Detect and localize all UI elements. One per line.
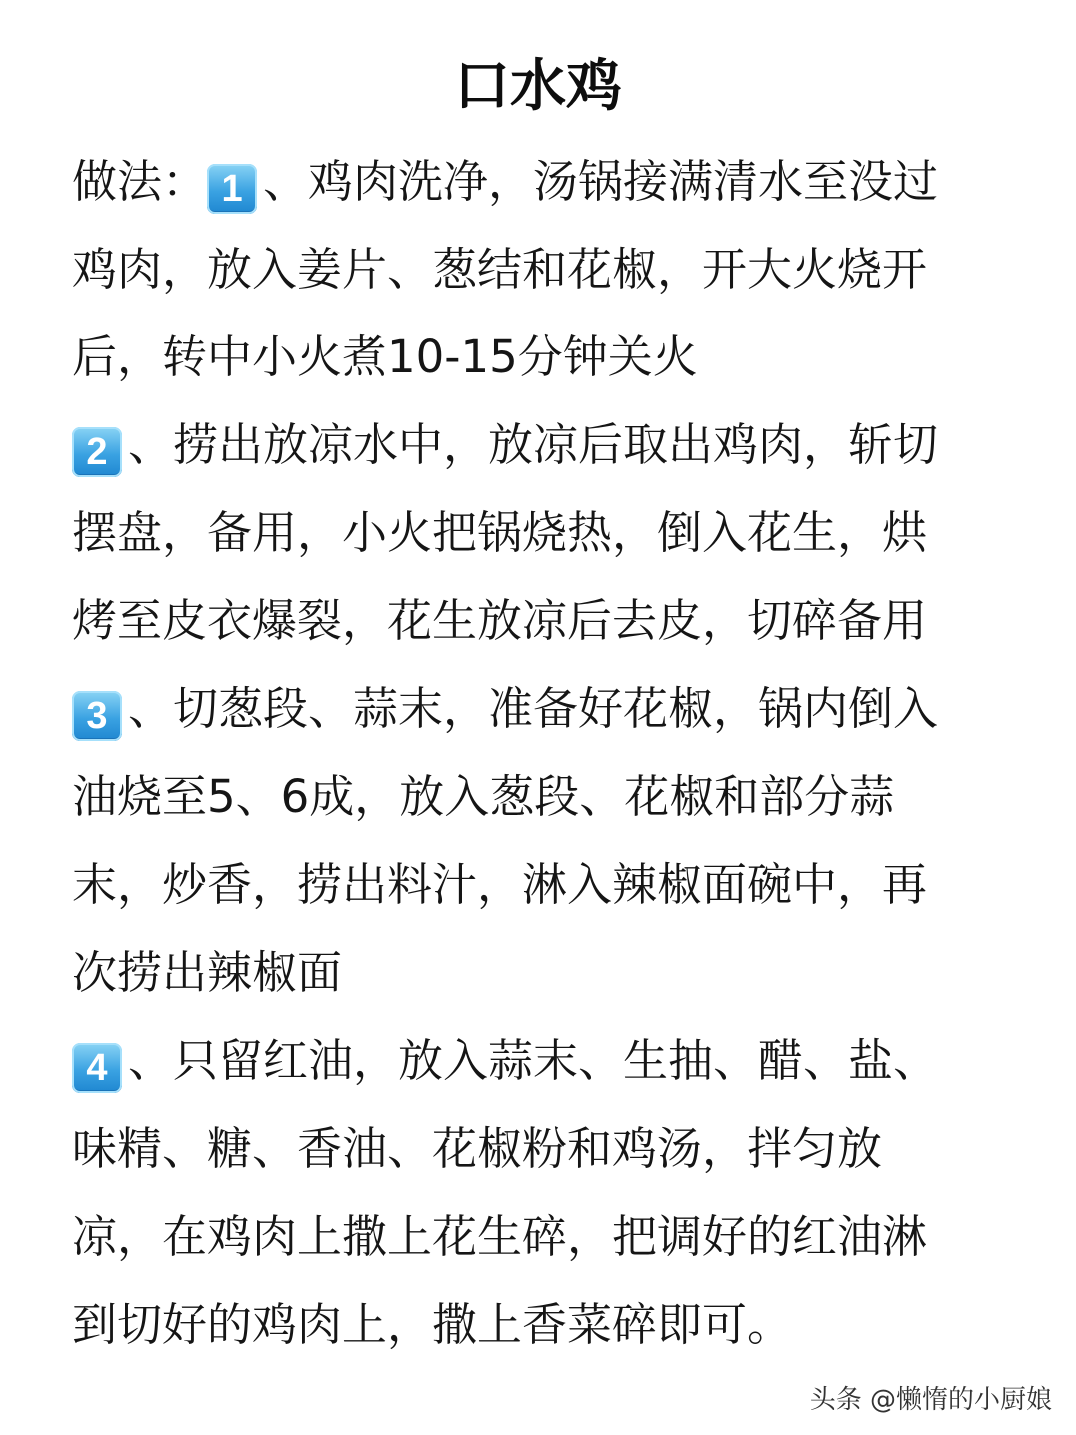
step-4-line-3: 凉，在鸡肉上撒上花生碎，把调好的红油淋: [72, 1210, 928, 1263]
number-3-icon: 3: [72, 691, 122, 741]
step-3-line-4: 次捞出辣椒面: [72, 946, 343, 999]
step-3-line-1: [72, 679, 938, 739]
step-2-line-1: [72, 415, 938, 475]
step-2-text-1: 、捞出放凉水中，放凉后取出鸡肉，斩切: [128, 418, 939, 471]
step-1-line-3: 后，转中小火煮10-15分钟关火: [72, 330, 698, 383]
method-label: 做法：: [72, 155, 208, 208]
author-watermark: 头条 @懒惰的小厨娘: [809, 1385, 1052, 1415]
number-4-icon: 4: [72, 1043, 122, 1093]
step-4-line-4: 到切好的鸡肉上，撒上香菜碎即可。: [72, 1298, 793, 1351]
number-1-icon: 1: [207, 164, 257, 214]
step-2-line-3: 烤至皮衣爆裂，花生放凉后去皮，切碎备用: [72, 594, 928, 647]
step-1-text-1: 、鸡肉洗净，汤锅接满清水至没过: [263, 155, 939, 208]
step-4-line-2: 味精、糖、香油、花椒粉和鸡汤，拌匀放: [72, 1122, 883, 1175]
page-title: 口水鸡: [454, 54, 622, 119]
step-4-text-1: 、只留红油，放入蒜末、生抽、醋、盐、: [128, 1034, 939, 1087]
step-1-line-1: [72, 152, 938, 212]
step-3-line-2: 油烧至5、6成，放入葱段、花椒和部分蒜: [72, 770, 895, 823]
step-4-line-1: [72, 1031, 938, 1091]
step-3-line-3: 末，炒香，捞出料汁，淋入辣椒面碗中，再: [72, 858, 928, 911]
step-1-line-2: 鸡肉，放入姜片、葱结和花椒，开大火烧开: [72, 243, 928, 296]
step-3-text-1: 、切葱段、蒜末，准备好花椒，锅内倒入: [128, 682, 939, 735]
number-2-icon: 2: [72, 427, 122, 477]
step-2-line-2: 摆盘，备用，小火把锅烧热，倒入花生，烘: [72, 506, 928, 559]
